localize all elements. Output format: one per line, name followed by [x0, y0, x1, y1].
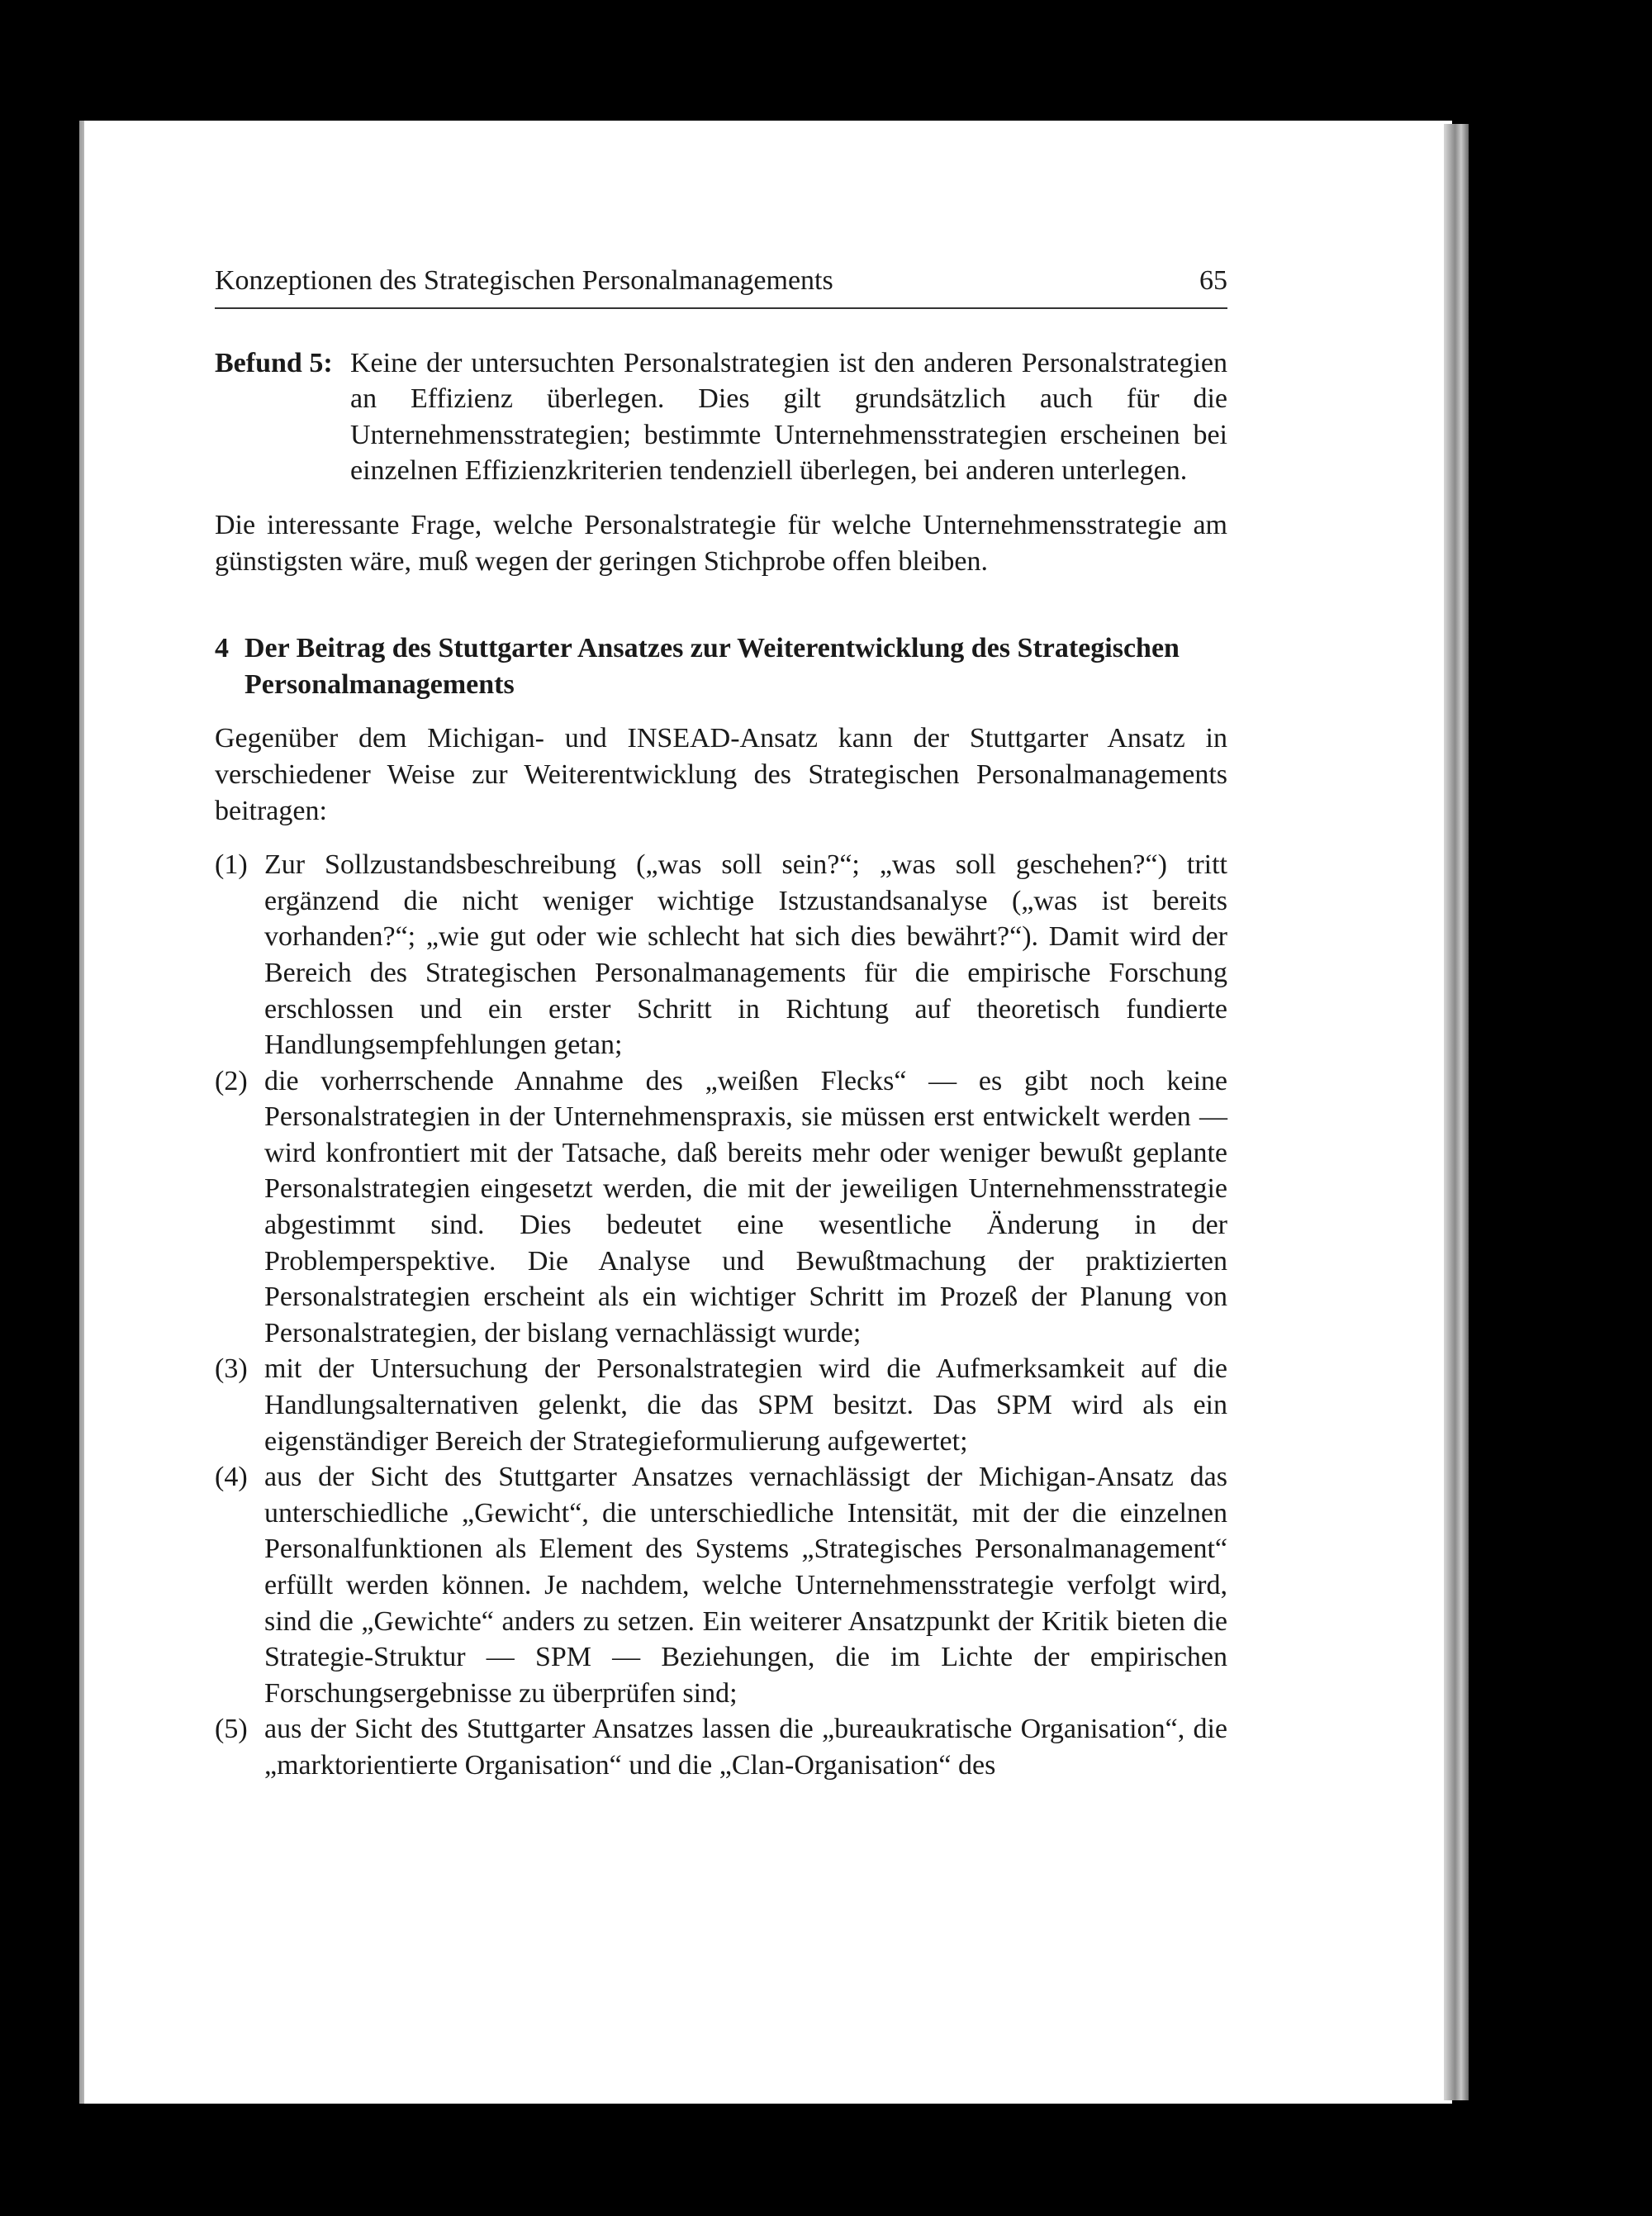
list-item-number: (2)	[215, 1065, 248, 1096]
enumerated-list	[215, 847, 1227, 1783]
finding-block	[215, 345, 1227, 489]
section-title: Der Beitrag des Stuttgarter Ansatzes zur Weiterentwicklung des Strategischen Personalmanagements	[244, 633, 1180, 700]
section-heading	[215, 630, 1227, 702]
list-item-text: mit der Untersuchung der Personalstrategien wird die Aufmerksamkeit auf die Handlungsalternativen gelenkt, die das SPM besitzt. Das SPM wird als ein eigenständiger Bereich der Strategieformulierung aufgewertet;	[264, 1353, 1227, 1457]
list-item-number: (3)	[215, 1353, 248, 1385]
finding-text: Keine der untersuchten Personalstrategien ist den anderen Personalstrategien an Effizienz überlegen. Dies gilt grundsätzlich auch für die Unternehmensstrategien; bestimmte Unternehmensstrategien erscheinen bei einzelnen Effizienzkriterien tendenziell überlegen, bei anderen unterlegen.	[350, 347, 1227, 487]
list-item-number: (1)	[215, 849, 248, 881]
section-number: 4	[215, 633, 229, 664]
finding-label: Befund 5:	[215, 347, 333, 378]
page-number: 65	[1199, 265, 1227, 296]
list-item-text: die vorherrschende Annahme des „weißen Flecks“ — es gibt noch keine Personalstrategien in der Unternehmenspraxis, sie müssen erst entwickelt werden — wird konfrontiert mit der Tatsache, daß bereits mehr oder weniger bewußt geplante Personalstrategien eingesetzt werden, die mit der jeweiligen Unternehmensstrategie abgestimmt sind. Dies bedeutet eine wesentliche Änderung in der Problemperspektive. Die Analyse und Bewußtmachung der praktizierten Personalstrategien erscheint als ein wichtiger Schritt im Prozeß der Planung von Personalstrategien, der bislang vernachlässigt wurde;	[264, 1065, 1227, 1348]
paragraph-intro: Gegenüber dem Michigan- und INSEAD-Ansatz kann der Stuttgarter Ansatz in verschiedener Weise zur Weiterentwicklung des Strategischen Personalmanagements beitragen:	[215, 723, 1227, 826]
running-head-title: Konzeptionen des Strategischen Personalmanagements	[215, 265, 833, 296]
page-edge-shadow	[1444, 124, 1469, 2100]
list-item	[215, 847, 1227, 1063]
list-item	[215, 1063, 1227, 1352]
list-item-number: (5)	[215, 1714, 248, 1745]
list-item-number: (4)	[215, 1462, 248, 1493]
list-item	[215, 1711, 1227, 1783]
page-text-block	[215, 263, 1227, 1784]
running-head	[215, 263, 1227, 309]
list-item-text: aus der Sicht des Stuttgarter Ansatzes lassen die „bureaukratische Organisation“, die „marktorientierte Organisation“ und die „Clan-Organisation“ des	[264, 1714, 1227, 1781]
list-item-text: aus der Sicht des Stuttgarter Ansatzes vernachlässigt der Michigan-Ansatz das unterschiedliche „Gewicht“, die unterschiedliche Intensität, mit der die einzelnen Personalfunktionen als Element des Systems „Strategisches Personalmanagement“ erfüllt werden können. Je nachdem, welche Unternehmensstrategie verfolgt wird, sind die „Gewichte“ anders zu setzen. Ein weiterer Ansatzpunkt der Kritik bieten die Strategie-Struktur — SPM — Beziehungen, die im Lichte der empirischen Forschungsergebnisse zu überprüfen sind;	[264, 1462, 1227, 1709]
list-item-text: Zur Sollzustandsbeschreibung („was soll sein?“; „was soll geschehen?“) tritt ergänzend die nicht weniger wichtige Istzustandsanalyse („was ist bereits vorhanden?“; „wie gut oder wie schlecht hat sich dies bewährt?“). Damit wird der Bereich des Strategischen Personalmanagements für die empirische Forschung erschlossen und ein erster Schritt in Richtung auf theoretisch fundierte Handlungsempfehlungen getan;	[264, 849, 1227, 1061]
paragraph-interest: Die interessante Frage, welche Personalstrategie für welche Unternehmensstrategie am günstigsten wäre, muß wegen der geringen Stichprobe offen bleiben.	[215, 509, 1227, 577]
list-item	[215, 1351, 1227, 1459]
list-item	[215, 1459, 1227, 1711]
